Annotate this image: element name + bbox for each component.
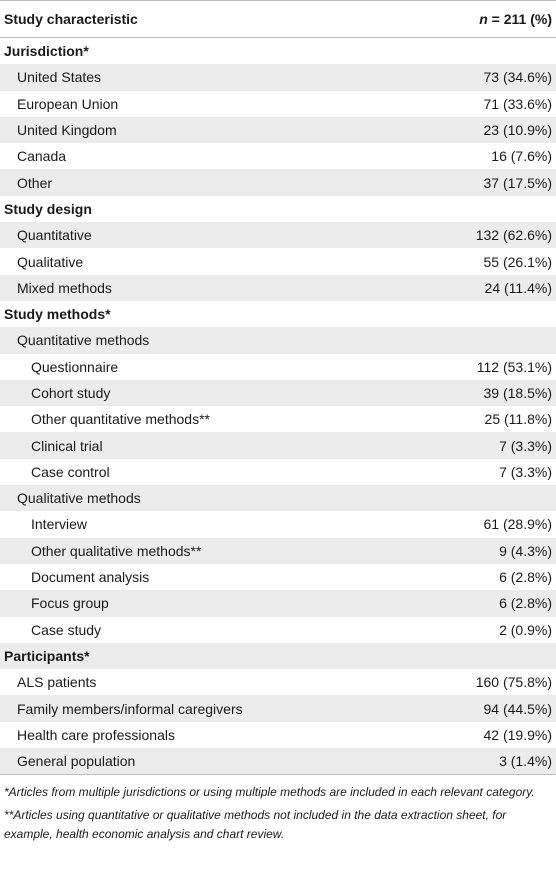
row-value: 24 (11.4%): [484, 279, 552, 296]
table-header: [0, 0, 556, 38]
row-label: Jurisdiction*: [4, 43, 89, 60]
table-row: [0, 327, 556, 353]
row-label: Case control: [31, 463, 110, 480]
footnote-2: **Articles using quantitative or qualitative methods not included in the data extraction sheet, for example, health economic analysis and chart review.: [4, 808, 507, 842]
row-value: 23 (10.9%): [483, 122, 552, 139]
row-label: Document analysis: [31, 569, 150, 586]
table-row: [0, 748, 556, 774]
row-value: 3 (1.4%): [499, 753, 552, 770]
footnote-1: *Articles from multiple jurisdictions or using multiple methods are included in each relevant category.: [4, 785, 535, 800]
row-value: 7 (3.3%): [499, 463, 552, 480]
row-label: Interview: [31, 516, 88, 533]
table-row: [0, 64, 556, 90]
row-value: 7 (3.3%): [499, 437, 552, 454]
row-value: 94 (44.5%): [483, 700, 552, 717]
row-label: Other quantitative methods**: [31, 411, 210, 428]
header-study-characteristic: Study characteristic: [4, 11, 138, 27]
row-value: 112 (53.1%): [476, 358, 552, 375]
row-label: Cohort study: [31, 385, 111, 401]
row-label: General population: [17, 753, 136, 770]
row-label: ALS patients: [17, 674, 97, 691]
table-body: [0, 38, 556, 774]
row-label: Study methods*: [4, 306, 111, 323]
table-row: [0, 143, 556, 169]
row-label: Case study: [31, 621, 102, 638]
row-value: 61 (28.9%): [483, 516, 552, 533]
table-row: [0, 432, 556, 458]
table-row: [0, 354, 556, 380]
row-value: 73 (34.6%): [483, 69, 552, 86]
row-value: 160 (75.8%): [475, 674, 552, 691]
row-label: Family members/informal caregivers: [17, 700, 243, 717]
table-row: [0, 275, 556, 301]
table-row: [0, 117, 556, 143]
header-count: [479, 11, 552, 27]
row-value: 39 (18.5%): [483, 385, 552, 401]
row-label: Quantitative methods: [17, 332, 150, 349]
header-n-variable: n: [479, 11, 488, 27]
table-row: [0, 459, 556, 485]
row-value: 2 (0.9%): [499, 621, 552, 638]
row-value: 42 (19.9%): [483, 726, 552, 743]
table-row: [0, 222, 556, 248]
section-row: [0, 196, 556, 222]
row-label: European Union: [17, 95, 119, 112]
row-value: 71 (33.6%): [483, 95, 552, 112]
table-row: [0, 91, 556, 117]
row-label: Study design: [4, 200, 92, 217]
row-label: Focus group: [31, 595, 109, 612]
table-row: [0, 695, 556, 721]
table-row: [0, 617, 556, 643]
row-value: 16 (7.6%): [491, 148, 552, 165]
row-label: Qualitative methods: [17, 490, 141, 507]
row-label: Participants*: [4, 647, 90, 664]
row-label: Mixed methods: [17, 279, 112, 296]
row-label: Canada: [17, 148, 67, 165]
row-value: 25 (11.8%): [484, 411, 552, 428]
table-row: [0, 511, 556, 537]
table-footnotes: [0, 774, 556, 844]
row-label: United States: [17, 69, 102, 86]
row-value: 9 (4.3%): [499, 542, 552, 559]
row-label: Other: [17, 174, 53, 191]
row-value: 6 (2.8%): [499, 595, 552, 612]
row-value: 37 (17.5%): [483, 174, 552, 191]
section-row: [0, 38, 556, 64]
table-row: [0, 590, 556, 616]
table-row: [0, 564, 556, 590]
row-label: United Kingdom: [17, 122, 117, 139]
row-value: 132 (62.6%): [475, 227, 552, 244]
header-count-rest: = 211 (%): [487, 11, 552, 27]
table-row: [0, 485, 556, 511]
table-row: [0, 380, 556, 406]
row-label: Health care professionals: [17, 726, 175, 743]
table-row: [0, 669, 556, 695]
row-label: Questionnaire: [31, 358, 119, 375]
row-label: Other qualitative methods**: [31, 542, 202, 559]
table-row: [0, 248, 556, 274]
table-row: [0, 538, 556, 564]
row-label: Qualitative: [17, 253, 84, 270]
table-row: [0, 406, 556, 432]
row-label: Clinical trial: [31, 437, 103, 454]
row-value: 6 (2.8%): [499, 569, 552, 586]
section-row: [0, 643, 556, 669]
table-row: [0, 722, 556, 748]
row-label: Quantitative: [17, 227, 92, 244]
table-row: [0, 169, 556, 195]
section-row: [0, 301, 556, 327]
row-value: 55 (26.1%): [483, 253, 552, 270]
